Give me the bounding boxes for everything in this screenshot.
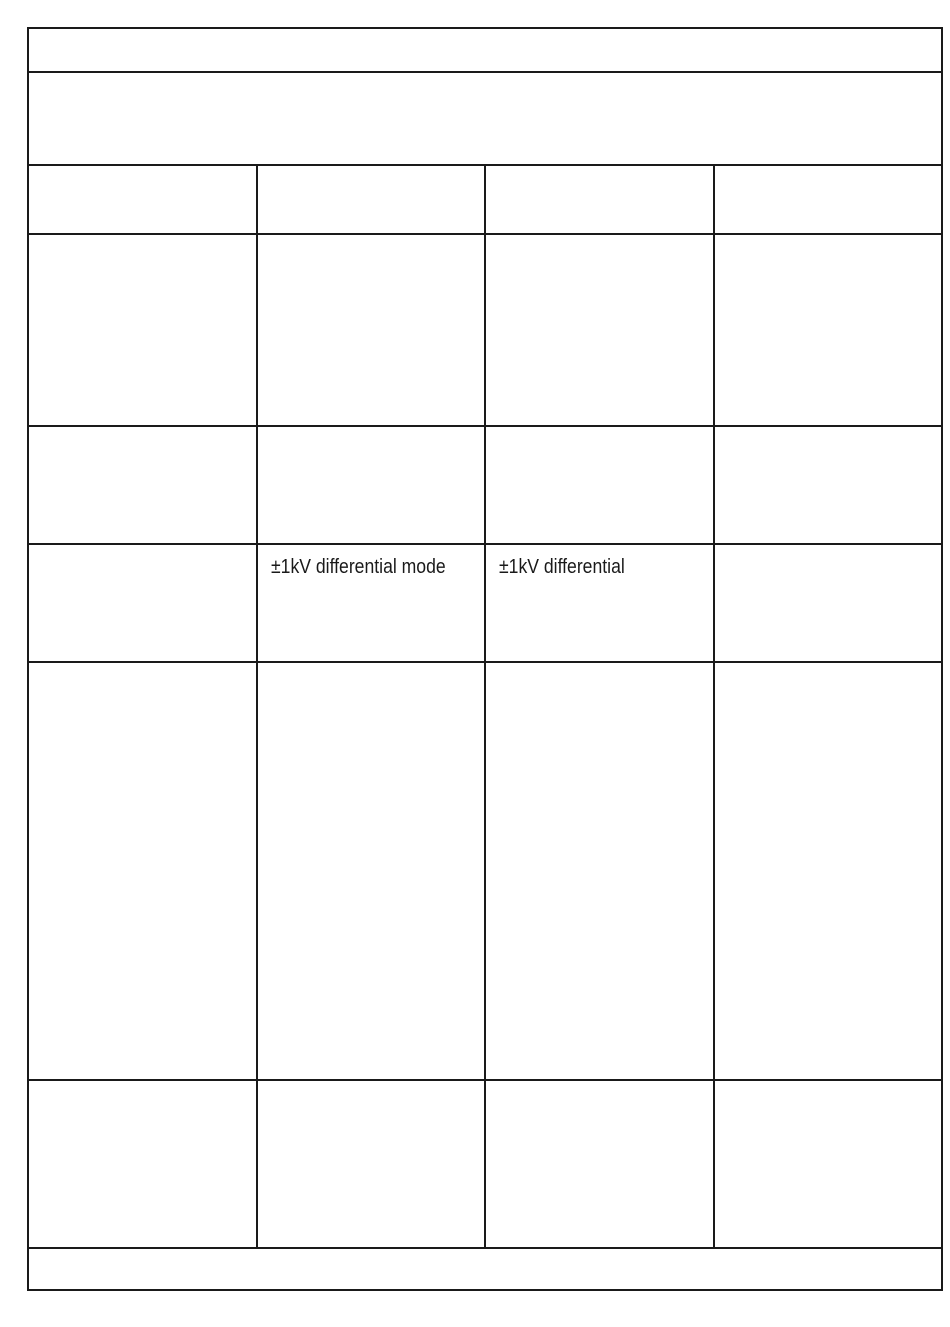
table-frame <box>27 27 943 1291</box>
column-divider <box>484 164 486 1247</box>
column-divider <box>713 164 715 1247</box>
row-divider <box>29 1247 941 1249</box>
table-cell: ±1kV differential mode <box>271 556 446 578</box>
column-divider <box>256 164 258 1247</box>
row-divider <box>29 71 941 73</box>
table-cell: ±1kV differential <box>499 556 625 578</box>
